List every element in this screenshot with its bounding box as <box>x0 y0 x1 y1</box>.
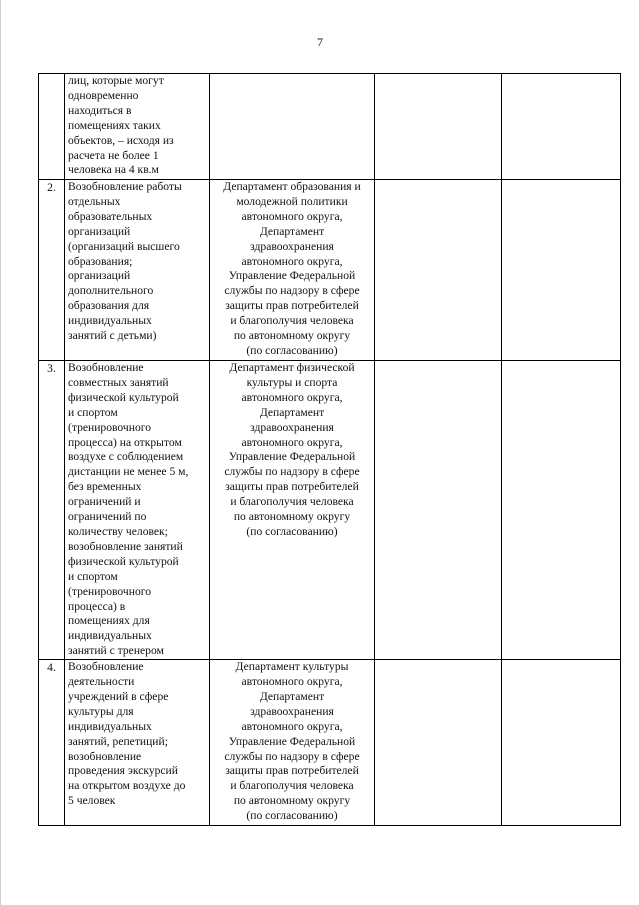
responsible-bodies: Департамент образования и молодежной политики автономного округа, Департамент здравоохранения автономного округа, Управление Федеральной службы по надзору в сфере защиты прав потребителей и благополучия человека по автономному округу (по согласованию) <box>223 180 361 357</box>
empty-cell <box>375 361 502 660</box>
empty-cell <box>375 180 502 361</box>
empty-cell <box>375 74 502 180</box>
responsible-bodies: Департамент физической культуры и спорта автономного округа, Департамент здравоохранения автономного округа, Управление Федеральной службы по надзору в сфере защиты прав потребителей и благополучия человека по автономному округу (по согласованию) <box>224 361 360 538</box>
measure-description: Возобновление работы отдельных образовательных организаций (организаций высшего образования; организаций дополнительного образования для индивидуальных занятий с детьми) <box>68 180 182 343</box>
measure-description-cell <box>65 180 210 361</box>
row-number: 2. <box>39 180 65 361</box>
empty-cell <box>502 660 621 826</box>
empty-cell <box>502 361 621 660</box>
empty-cell <box>502 180 621 361</box>
empty-cell <box>375 660 502 826</box>
measures-table <box>38 73 621 826</box>
measure-description-cell <box>65 74 210 180</box>
table-row <box>39 361 621 660</box>
responsible-bodies: Департамент культуры автономного округа, Департамент здравоохранения автономного округа, Управление Федеральной службы по надзору в сфере защиты прав потребителей и благополучия человека по автономному округу (по согласованию) <box>224 660 360 823</box>
measure-description-cell <box>65 361 210 660</box>
responsible-cell <box>210 74 375 180</box>
table-row <box>39 180 621 361</box>
measure-description: Возобновление деятельности учреждений в сфере культуры для индивидуальных занятий, репетиций; возобновление проведения экскурсий на открытом воздухе до 5 человек <box>68 660 186 808</box>
table-row <box>39 74 621 180</box>
responsible-cell <box>210 660 375 826</box>
measure-description: лиц, которые могут одновременно находиться в помещениях таких объектов, – исходя из расчета не более 1 человека на 4 кв.м <box>68 74 174 177</box>
measure-description-cell <box>65 660 210 826</box>
responsible-cell <box>210 361 375 660</box>
table-row <box>39 660 621 826</box>
scan-left-edge <box>0 0 1 905</box>
page-number: 7 <box>317 35 323 49</box>
empty-cell <box>502 74 621 180</box>
measure-description: Возобновление совместных занятий физической культурой и спортом (тренировочного процесса) на открытом воздухе с соблюдением дистанции не менее 5 м, без временных ограничений и ограничений по количеству человек; возобновление занятий физической культурой и спортом (тренировочного процесса) в помещениях для индивидуальных занятий с тренером <box>68 361 189 658</box>
responsible-cell <box>210 180 375 361</box>
row-number: 4. <box>39 660 65 826</box>
row-number: 3. <box>39 361 65 660</box>
row-number <box>39 74 65 180</box>
